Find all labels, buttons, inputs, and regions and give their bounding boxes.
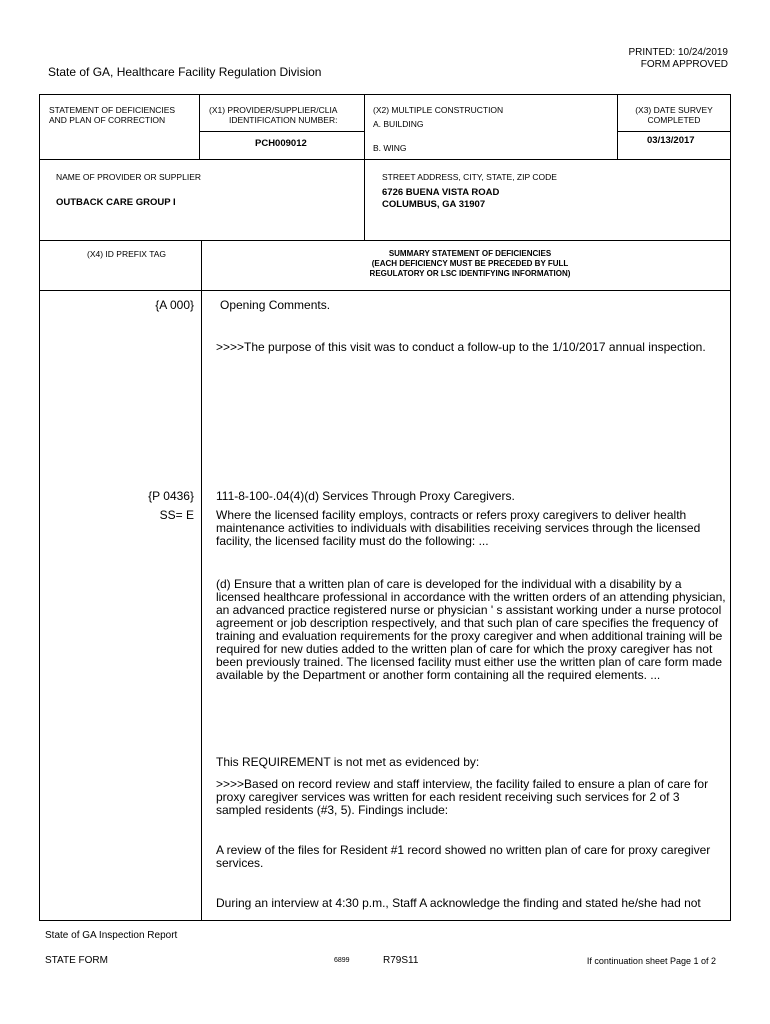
requirement-not-met: This REQUIREMENT is not met as evidenced by: [216,755,480,769]
x2-label: (X2) MULTIPLE CONSTRUCTION [373,105,504,115]
tag-a000: {A 000} [155,298,194,312]
printed-date: PRINTED: 10/24/2019 [628,47,728,58]
finding-text: >>>>Based on record review and staff interview, the facility failed to ensure a plan of care for proxy caregiver services was written for each resident receiving such services for 2 of 3 sampled residents (#3, 5). Findings include: [216,777,709,817]
agency-title: State of GA, Healthcare Facility Regulation Division [48,65,322,79]
inspection-report-label: State of GA Inspection Report [45,930,178,941]
interview-text: During an interview at 4:30 p.m., Staff A acknowledge the finding and stated he/she had not [216,896,701,910]
review-text: A review of the files for Resident #1 record showed no written plan of care for proxy caregiver services. [216,843,711,870]
event-id: R79S11 [383,955,419,966]
address-line-1: 6726 BUENA VISTA ROAD [382,187,500,198]
form-approved: FORM APPROVED [640,59,728,70]
rule-d: (d) Ensure that a written plan of care is developed for the individual with a disability by a licensed healthcare professional in accordance with the written orders of an attending physician, an advanced practice registered nurse or physician ' s assistant working under a nurse protocol agreement or job description respectively, and that such plan of care specifies the frequency of training and evaluation requirements for the proxy caregiver and when additional training will be required for new duties added to the written plan of care for which the proxy caregiver has not been previously trained. The licensed facility must either use the written plan of care form made available by the Department or another form containing all the required elements. ... [216,577,726,682]
x3-label: (X3) DATE SURVEY COMPLETED [635,105,713,125]
summary-title: SUMMARY STATEMENT OF DEFICIENCIES (EACH DEFICIENCY MUST BE PRECEDED BY FULL REGULATORY OR LSC IDENTIFYING INFORMATION) [369,249,571,278]
rule-title: 111-8-100-.04(4)(d) Services Through Proxy Caregivers. [216,489,515,503]
x1-label: (X1) PROVIDER/SUPPLIER/CLIA IDENTIFICATION NUMBER: [209,105,338,125]
tag-p0436: {P 0436} [148,489,194,503]
x2-building: A. BUILDING [373,119,424,129]
state-form-label: STATE FORM [45,955,108,966]
address-label: STREET ADDRESS, CITY, STATE, ZIP CODE [382,172,557,182]
form-number: 6899 [334,957,350,964]
rule-intro: Where the licensed facility employs, contracts or refers proxy caregivers to deliver health maintenance activities to individuals with disabilities receiving services through the licensed facility, the licensed facility must do the following: ... [216,508,701,548]
id-prefix-tag-label: (X4) ID PREFIX TAG [87,249,167,259]
x2-wing: B. WING [373,143,407,153]
survey-date: 03/13/2017 [647,135,695,146]
statement-label: STATEMENT OF DEFICIENCIES AND PLAN OF CORRECTION [49,105,176,125]
continuation-sheet: If continuation sheet Page 1 of 2 [586,956,716,966]
scope-severity: SS= E [159,508,194,522]
opening-text: >>>>The purpose of this visit was to conduct a follow-up to the 1/10/2017 annual inspection. [216,340,706,354]
provider-name: OUTBACK CARE GROUP I [56,197,176,208]
provider-name-label: NAME OF PROVIDER OR SUPPLIER [56,172,201,182]
provider-id-number: PCH009012 [255,138,307,149]
address-line-2: COLUMBUS, GA 31907 [382,199,486,210]
opening-title: Opening Comments. [220,298,331,312]
